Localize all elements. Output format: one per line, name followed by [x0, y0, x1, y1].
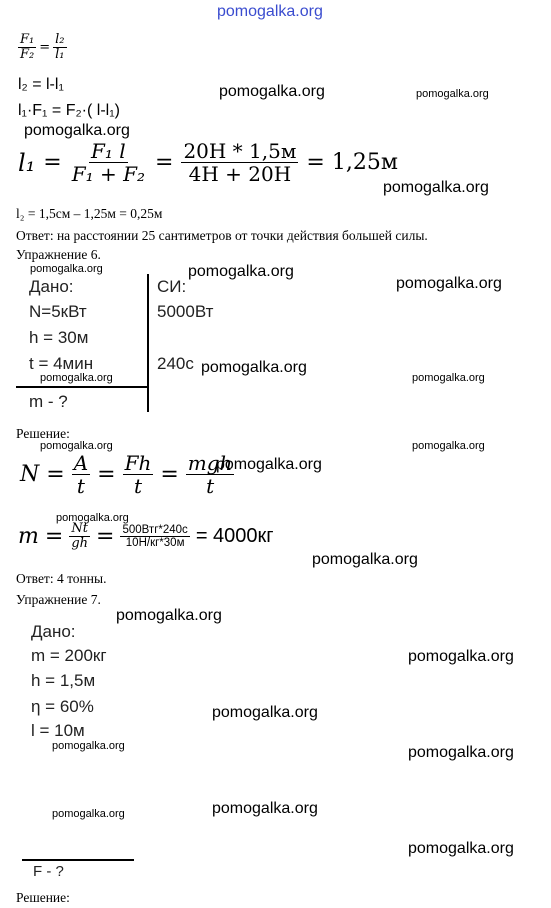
- ratio-l2: l₂: [55, 32, 65, 47]
- watermark[interactable]: pomogalka.org: [56, 512, 129, 524]
- mass-num-values: 500Втг*240с: [122, 523, 188, 536]
- watermark[interactable]: pomogalka.org: [40, 372, 113, 384]
- l1-result: = 1,25м: [306, 150, 398, 175]
- si-header: СИ:: [157, 277, 187, 296]
- watermark[interactable]: pomogalka.org: [216, 456, 322, 473]
- watermark[interactable]: pomogalka.org: [396, 275, 502, 292]
- given-mass: m = 200кг: [31, 646, 107, 665]
- eq-sign: =: [44, 524, 64, 550]
- ratio-l1: l₁: [55, 47, 65, 63]
- given-power: N=5кВт: [29, 302, 87, 321]
- si-divider: [147, 274, 149, 412]
- given-header: Дано:: [29, 277, 74, 296]
- solution-label-ex7: Решение:: [16, 890, 70, 905]
- ratio-eq: =: [39, 40, 51, 56]
- exercise-7-title: Упражнение 7.: [16, 592, 101, 607]
- given-header-ex7: Дано:: [31, 622, 76, 641]
- si-time: 240с: [157, 354, 194, 373]
- l1-num-values: 20Н * 1,5м: [183, 139, 297, 163]
- eq-sign: =: [97, 462, 116, 487]
- l2-relation: l₂ = l-l₁: [18, 76, 64, 93]
- eq-sign: =: [96, 524, 115, 550]
- mgh-symbol: mgh: [187, 451, 233, 475]
- find-mass: m - ?: [29, 392, 68, 411]
- answer-ex5: Ответ: на расстоянии 25 сантиметров от точки действия большей силы.: [16, 228, 428, 243]
- given-efficiency: η = 60%: [31, 697, 94, 716]
- watermark[interactable]: pomogalka.org: [212, 704, 318, 721]
- watermark[interactable]: pomogalka.org: [416, 88, 489, 100]
- time-symbol: t: [76, 474, 85, 498]
- l1-den: F₁ + F₂: [71, 162, 145, 186]
- given-height: h = 1,5м: [31, 671, 96, 690]
- mass-den-values: 10Н/кг*30м: [125, 537, 185, 550]
- watermark[interactable]: pomogalka.org: [412, 440, 485, 452]
- answer-ex6: Ответ: 4 тонны.: [16, 571, 107, 586]
- watermark[interactable]: pomogalka.org: [188, 263, 294, 280]
- mass-formula: [18, 522, 274, 552]
- eq-sign: =: [160, 462, 179, 487]
- mass-result: = 4000кг: [195, 525, 274, 548]
- l1-formula: [18, 140, 398, 185]
- find-force: F - ?: [33, 863, 64, 880]
- watermark[interactable]: pomogalka.org: [30, 263, 103, 275]
- nt-symbol: Nt: [71, 521, 88, 536]
- watermark[interactable]: pomogalka.org: [24, 122, 130, 139]
- l2-calculation: l₂ = 1,5см – 1,25м = 0,25м: [16, 206, 163, 221]
- exercise-6-title: Упражнение 6.: [16, 247, 101, 262]
- time-symbol: t: [133, 474, 142, 498]
- watermark[interactable]: pomogalka.org: [408, 840, 514, 857]
- gh-symbol: gh: [71, 536, 89, 552]
- watermark[interactable]: pomogalka.org: [383, 179, 489, 196]
- watermark-top[interactable]: pomogalka.org: [217, 3, 323, 20]
- ratio-f1: F₁: [20, 32, 35, 47]
- l1-den-values: 4Н + 20Н: [188, 162, 292, 186]
- power-symbol: N: [20, 462, 40, 487]
- given-length: l = 10м: [31, 721, 85, 740]
- watermark[interactable]: pomogalka.org: [116, 607, 222, 624]
- watermark[interactable]: pomogalka.org: [52, 740, 125, 752]
- fh-symbol: Fh: [124, 451, 152, 475]
- watermark[interactable]: pomogalka.org: [52, 808, 125, 820]
- l1-symbol: l₁: [18, 148, 36, 177]
- eq-sign: =: [43, 150, 62, 175]
- ratio-formula: [18, 33, 67, 63]
- si-power: 5000Вт: [157, 302, 214, 321]
- watermark[interactable]: pomogalka.org: [212, 800, 318, 817]
- ratio-f2: F₂: [20, 47, 35, 63]
- power-formula: [20, 452, 234, 497]
- time-symbol: t: [206, 474, 215, 498]
- watermark[interactable]: pomogalka.org: [219, 83, 325, 100]
- eq-sign: =: [155, 150, 174, 175]
- given-time: t = 4мин: [29, 354, 94, 373]
- mass-symbol: m: [18, 524, 39, 550]
- watermark[interactable]: pomogalka.org: [408, 744, 514, 761]
- watermark[interactable]: pomogalka.org: [312, 551, 418, 568]
- given-underline: [16, 386, 147, 388]
- solution-label-ex6: Решение:: [16, 426, 70, 441]
- given-underline-ex7: [22, 859, 134, 861]
- watermark[interactable]: pomogalka.org: [412, 372, 485, 384]
- eq-sign: =: [46, 462, 65, 487]
- watermark[interactable]: pomogalka.org: [201, 359, 307, 376]
- watermark[interactable]: pomogalka.org: [40, 440, 113, 452]
- moment-equation: l₁·F₁ = F₂·( l-l₁): [18, 102, 120, 119]
- l1-num: F₁ l: [91, 139, 126, 163]
- given-height: h = 30м: [29, 328, 89, 347]
- work-symbol: A: [73, 451, 89, 475]
- watermark[interactable]: pomogalka.org: [408, 648, 514, 665]
